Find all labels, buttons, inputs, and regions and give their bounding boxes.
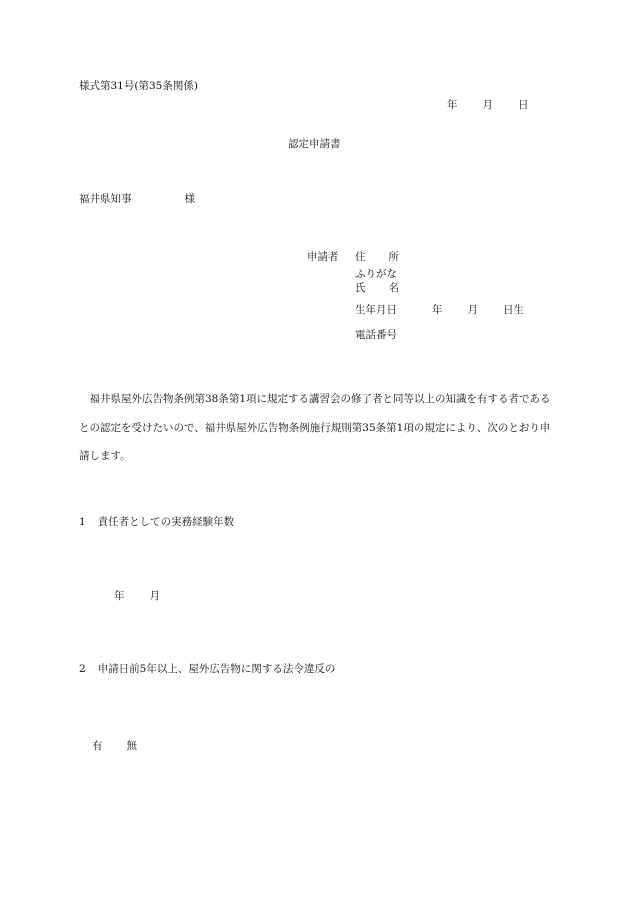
name-label-2: 名: [388, 282, 399, 294]
date-day: 日: [518, 99, 529, 111]
addressee-name: 福井県知事: [79, 193, 132, 205]
addressee: [79, 194, 195, 205]
document-title: 認定申請書: [288, 138, 341, 150]
date-line: [447, 100, 529, 111]
birth-month: 月: [467, 304, 478, 316]
experience-years: [114, 591, 160, 602]
item-1-label: 責任者としての実務経験年数: [97, 516, 235, 528]
name-label: [355, 283, 399, 294]
addressee-honorific: 様: [184, 193, 195, 205]
item-2-number: 2: [79, 663, 86, 675]
experience-year-unit: 年: [114, 590, 125, 602]
form-number: 様式第31号(第35条関係): [79, 80, 198, 92]
request-body: [79, 385, 559, 471]
item-1-number: 1: [79, 516, 86, 528]
violation-yes-no: [92, 741, 137, 752]
item-2-label: 申請日前5年以上、屋外広告物に関する法令違反の: [97, 663, 336, 675]
birthdate-row: [355, 305, 524, 316]
address-label-2: 所: [388, 251, 399, 263]
applicant-label: 申請者: [307, 251, 339, 263]
item-2: [79, 664, 335, 675]
violation-yes[interactable]: 有: [92, 740, 103, 752]
furigana-label: ふりがな: [355, 268, 397, 280]
birth-year: 年: [432, 304, 443, 316]
violation-no[interactable]: 無: [126, 740, 137, 752]
address-label: [355, 252, 399, 263]
item-1: [79, 517, 234, 528]
address-label-1: 住: [355, 251, 366, 263]
name-label-1: 氏: [355, 282, 366, 294]
request-body-text: 福井県屋外広告物条例第38条第1項に規定する講習会の修了者と同等以上の知識を有する者であるとの認定を受けたいので、福井県屋外広告物条例施行規則第35条第1項の規定により、次のとおり申請します。: [79, 393, 551, 462]
birthdate-label: 生年月日: [355, 304, 397, 316]
date-year: 年: [447, 99, 458, 111]
birth-day: 日生: [503, 304, 524, 316]
experience-month-unit: 月: [149, 590, 160, 602]
date-month: 月: [482, 99, 493, 111]
phone-label: 電話番号: [355, 329, 397, 341]
